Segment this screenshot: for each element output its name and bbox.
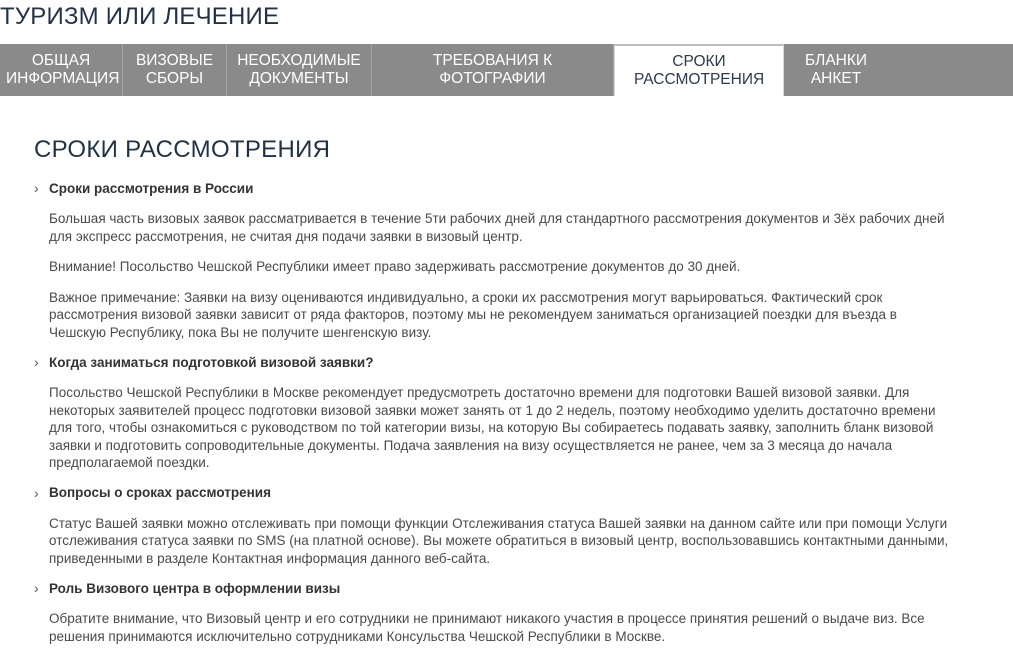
paragraph: Статус Вашей заявки можно отслеживать при помощи функции Отслеживания статуса Вашей заявки на данном сайте или при помощи Услуги отслеживания статуса заявки по SMS (на платной основе). Вы можете обратиться в визовый центр, воспользовавшись контактными данными, приведенными в разделе Контактная информация данного веб-сайта. bbox=[49, 515, 949, 566]
tab-label: СРОКИ РАССМОТРЕНИЯ bbox=[634, 53, 765, 88]
accordion-item bbox=[34, 578, 994, 645]
tab-label: БЛАНКИ АНКЕТ bbox=[804, 52, 868, 87]
tab-photo-requirements[interactable] bbox=[372, 44, 614, 96]
tab-required-documents[interactable] bbox=[227, 44, 372, 96]
page-title: ТУРИЗМ ИЛИ ЛЕЧЕНИЕ bbox=[0, 3, 280, 30]
paragraph: Большая часть визовых заявок рассматривается в течение 5ти рабочих дней для стандартного рассмотрения документов и 3ёх рабочих дней для экспресс рассмотрения, не считая дня подачи заявки в визовый центр. bbox=[49, 211, 945, 244]
accordion-header-preparation[interactable] bbox=[34, 352, 994, 372]
accordion-item bbox=[34, 483, 994, 568]
tab-label: НЕОБХОДИМЫЕ ДОКУМЕНТЫ bbox=[237, 52, 361, 87]
chevron-right-icon: › bbox=[34, 580, 39, 596]
accordion-title: Когда заниматься подготовкой визовой заявки? bbox=[49, 354, 374, 370]
paragraph: Важное примечание: Заявки на визу оцениваются индивидуально, а сроки их рассмотрения могут варьироваться. Фактический срок рассмотрения визовой заявки зависит от ряда факторов, поэтому мы не рекомендуем заниматься организацией поездки для въезда в Чешскую Республику, пока Вы не получите шенгенскую визу. bbox=[49, 289, 897, 340]
chevron-right-icon: › bbox=[34, 354, 39, 370]
tab-label: ВИЗОВЫЕ СБОРЫ bbox=[135, 52, 214, 87]
tab-label: ОБЩАЯ ИНФОРМАЦИЯ bbox=[6, 52, 120, 87]
accordion-item bbox=[34, 352, 994, 472]
accordion-item bbox=[34, 178, 994, 341]
accordion-title: Вопросы о сроках рассмотрения bbox=[49, 485, 271, 500]
tab-visa-fees[interactable] bbox=[123, 44, 227, 96]
accordion-header-russia-times[interactable] bbox=[34, 178, 994, 198]
tab-processing-times[interactable] bbox=[614, 44, 784, 96]
accordion-title: Сроки рассмотрения в России bbox=[49, 180, 254, 196]
tab-bar bbox=[0, 44, 1013, 96]
chevron-right-icon: › bbox=[34, 484, 39, 501]
paragraph: Внимание! Посольство Чешской Республики имеет право задерживать рассмотрение документов до 30 дней. bbox=[49, 259, 741, 274]
accordion-header-processing-questions[interactable] bbox=[34, 483, 994, 503]
section-title: СРОКИ РАССМОТРЕНИЯ bbox=[34, 136, 331, 163]
paragraph: Посольство Чешской Республики в Москве рекомендует предусмотреть достаточно времени для подготовки Вашей визовой заявки. Для некоторых заявителей процесс подготовки визовой заявки может занять от 1 до 2 недель, поэтому необходимо уделить достаточно времени для того, чтобы ознакомиться с руководством по той категории визы, на которую Вы собираетесь подавать заявку, заполнить бланк визовой заявки и подготовить сопроводительные документы. Подача заявления на визу осуществляется не ранее, чем за 3 месяца до начала предполагаемой поездки. bbox=[49, 385, 936, 470]
accordion-header-visa-center-role[interactable] bbox=[34, 578, 994, 598]
tab-general-info[interactable] bbox=[0, 44, 123, 96]
accordion-title: Роль Визового центра в оформлении визы bbox=[49, 580, 341, 596]
chevron-right-icon: › bbox=[34, 180, 39, 196]
paragraph: Обратите внимание, что Визовый центр и его сотрудники не принимают никакого участия в процессе принятия решений о выдаче виз. Все решения принимаются исключительно сотрудниками Консульства Чешской Республики в Москве. bbox=[49, 611, 925, 644]
tab-application-forms[interactable] bbox=[784, 44, 888, 96]
accordion bbox=[34, 178, 994, 645]
tab-label: ТРЕБОВАНИЯ К ФОТОГРАФИИ bbox=[432, 52, 553, 87]
